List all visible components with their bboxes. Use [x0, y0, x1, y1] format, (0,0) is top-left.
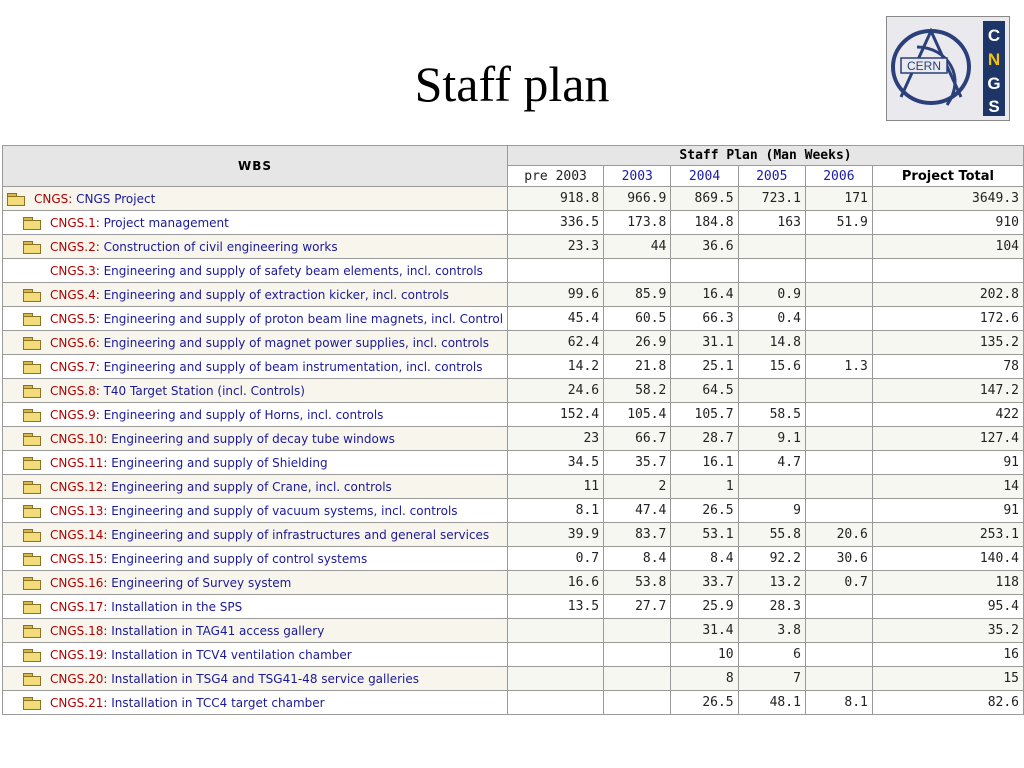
wbs-description: Engineering and supply of safety beam elements, incl. controls	[99, 263, 483, 278]
wbs-label[interactable]	[3, 259, 508, 283]
wbs-description: Installation in TCC4 target chamber	[107, 695, 325, 710]
table-cell: 44	[604, 235, 671, 259]
table-cell: 105.7	[671, 403, 738, 427]
table-cell: 92.2	[738, 547, 805, 571]
table-cell: 118	[872, 571, 1023, 595]
wbs-label[interactable]	[3, 451, 508, 475]
table-cell: 30.6	[805, 547, 872, 571]
wbs-description: T40 Target Station (incl. Controls)	[99, 383, 305, 398]
wbs-description: Engineering and supply of beam instrumentation, incl. controls	[99, 359, 483, 374]
table-cell: 7	[738, 667, 805, 691]
folder-icon[interactable]	[23, 409, 41, 421]
table-cell: 26.5	[671, 691, 738, 715]
table-row[interactable]	[3, 619, 1024, 643]
table-cell: 58.5	[738, 403, 805, 427]
table-cell: 95.4	[872, 595, 1023, 619]
folder-icon[interactable]	[23, 673, 41, 685]
staff-plan-header: Staff Plan (Man Weeks)	[508, 146, 1024, 166]
table-row[interactable]	[3, 259, 1024, 283]
table-cell: 31.1	[671, 331, 738, 355]
table-cell: 0.7	[508, 547, 604, 571]
table-cell: 6	[738, 643, 805, 667]
folder-icon[interactable]	[23, 577, 41, 589]
table-cell: 15	[872, 667, 1023, 691]
table-cell: 48.1	[738, 691, 805, 715]
table-row[interactable]	[3, 523, 1024, 547]
table-cell: 910	[872, 211, 1023, 235]
table-cell	[738, 259, 805, 283]
wbs-description: Engineering and supply of vacuum systems, incl. controls	[107, 503, 458, 518]
table-row[interactable]	[3, 379, 1024, 403]
table-cell: 10	[671, 643, 738, 667]
table-row[interactable]	[3, 187, 1024, 211]
table-cell	[805, 427, 872, 451]
table-cell: 53.1	[671, 523, 738, 547]
table-cell: 13.5	[508, 595, 604, 619]
folder-icon[interactable]	[23, 601, 41, 613]
wbs-label[interactable]	[3, 355, 508, 379]
table-cell: 8	[671, 667, 738, 691]
staff-plan-table	[2, 145, 1024, 715]
table-cell	[805, 451, 872, 475]
table-cell: 45.4	[508, 307, 604, 331]
folder-icon[interactable]	[23, 433, 41, 445]
table-cell	[805, 667, 872, 691]
wbs-description: Project management	[99, 215, 229, 230]
wbs-code: CNGS.16:	[50, 575, 108, 590]
wbs-description: Installation in TAG41 access gallery	[107, 623, 325, 638]
table-cell: 60.5	[604, 307, 671, 331]
table-cell: 20.6	[805, 523, 872, 547]
table-cell	[805, 379, 872, 403]
table-cell: 16.1	[671, 451, 738, 475]
table-cell: 966.9	[604, 187, 671, 211]
svg-text:C: C	[987, 26, 1001, 45]
wbs-description: Engineering of Survey system	[107, 575, 292, 590]
wbs-label[interactable]	[3, 283, 508, 307]
svg-text:CERN: CERN	[906, 59, 942, 73]
table-cell: 31.4	[671, 619, 738, 643]
folder-icon[interactable]	[23, 457, 41, 469]
table-cell	[508, 619, 604, 643]
table-cell: 16.6	[508, 571, 604, 595]
table-row[interactable]	[3, 547, 1024, 571]
table-cell: 184.8	[671, 211, 738, 235]
folder-icon[interactable]	[23, 241, 41, 253]
wbs-label[interactable]	[3, 547, 508, 571]
folder-icon[interactable]	[23, 649, 41, 661]
table-cell: 64.5	[671, 379, 738, 403]
wbs-description: Engineering and supply of extraction kicker, incl. controls	[99, 287, 449, 302]
wbs-code: CNGS.13:	[50, 503, 108, 518]
table-cell	[805, 643, 872, 667]
svg-text:N: N	[987, 50, 1001, 69]
wbs-description: Engineering and supply of control systems	[107, 551, 368, 566]
table-cell: 0.9	[738, 283, 805, 307]
table-cell: 47.4	[604, 499, 671, 523]
table-cell: 140.4	[872, 547, 1023, 571]
table-cell	[805, 307, 872, 331]
wbs-description: CNGS Project	[72, 191, 156, 206]
table-cell: 91	[872, 499, 1023, 523]
wbs-code: CNGS.17:	[50, 599, 108, 614]
table-cell	[508, 643, 604, 667]
table-cell: 23.3	[508, 235, 604, 259]
table-cell: 14.8	[738, 331, 805, 355]
table-cell: 8.4	[604, 547, 671, 571]
table-cell: 1.3	[805, 355, 872, 379]
table-cell	[805, 475, 872, 499]
table-cell	[738, 235, 805, 259]
wbs-label[interactable]	[3, 667, 508, 691]
table-cell: 39.9	[508, 523, 604, 547]
table-cell: 15.6	[738, 355, 805, 379]
wbs-label[interactable]	[3, 475, 508, 499]
folder-icon[interactable]	[23, 217, 41, 229]
wbs-label[interactable]	[3, 211, 508, 235]
table-cell: 51.9	[805, 211, 872, 235]
table-cell: 14	[872, 475, 1023, 499]
wbs-label[interactable]	[3, 379, 508, 403]
slide-title: Staff plan	[414, 56, 610, 112]
table-cell: 8.4	[671, 547, 738, 571]
table-cell	[604, 259, 671, 283]
table-cell: 1	[671, 475, 738, 499]
table-cell: 14.2	[508, 355, 604, 379]
svg-text:G: G	[987, 74, 1001, 93]
table-row[interactable]	[3, 307, 1024, 331]
table-cell: 422	[872, 403, 1023, 427]
wbs-label[interactable]	[3, 403, 508, 427]
table-cell: 147.2	[872, 379, 1023, 403]
wbs-description: Construction of civil engineering works	[99, 239, 338, 254]
wbs-description: Engineering and supply of infrastructures and general services	[107, 527, 490, 542]
wbs-label[interactable]	[3, 691, 508, 715]
table-cell: 35.7	[604, 451, 671, 475]
table-cell	[805, 283, 872, 307]
table-row[interactable]	[3, 211, 1024, 235]
table-cell: 28.7	[671, 427, 738, 451]
table-cell: 82.6	[872, 691, 1023, 715]
table-cell: 723.1	[738, 187, 805, 211]
table-row[interactable]	[3, 403, 1024, 427]
svg-text:S: S	[988, 97, 1000, 116]
folder-icon[interactable]	[23, 481, 41, 493]
wbs-code: CNGS.3:	[50, 263, 100, 278]
table-cell: 3649.3	[872, 187, 1023, 211]
table-cell: 66.3	[671, 307, 738, 331]
wbs-label[interactable]	[3, 499, 508, 523]
table-cell: 26.5	[671, 499, 738, 523]
column-header-2003[interactable]: 2003	[604, 166, 671, 187]
table-cell: 35.2	[872, 619, 1023, 643]
table-row[interactable]	[3, 499, 1024, 523]
folder-icon[interactable]	[23, 529, 41, 541]
wbs-code: CNGS.15:	[50, 551, 108, 566]
wbs-description: Engineering and supply of Crane, incl. controls	[107, 479, 392, 494]
wbs-label[interactable]	[3, 427, 508, 451]
folder-icon[interactable]	[23, 553, 41, 565]
table-cell: 24.6	[508, 379, 604, 403]
column-header-2005[interactable]: 2005	[738, 166, 805, 187]
table-cell	[872, 259, 1023, 283]
table-cell: 8.1	[805, 691, 872, 715]
table-cell: 85.9	[604, 283, 671, 307]
table-cell: 66.7	[604, 427, 671, 451]
folder-icon[interactable]	[23, 313, 41, 325]
wbs-description: Engineering and supply of magnet power supplies, incl. controls	[99, 335, 489, 350]
table-row[interactable]	[3, 283, 1024, 307]
table-cell: 83.7	[604, 523, 671, 547]
table-cell: 2	[604, 475, 671, 499]
folder-icon[interactable]	[23, 625, 41, 637]
wbs-label[interactable]	[3, 235, 508, 259]
table-cell: 173.8	[604, 211, 671, 235]
table-cell: 36.6	[671, 235, 738, 259]
table-cell	[805, 499, 872, 523]
wbs-description: Installation in TSG4 and TSG41-48 service galleries	[107, 671, 419, 686]
table-cell: 336.5	[508, 211, 604, 235]
table-cell: 62.4	[508, 331, 604, 355]
table-row[interactable]	[3, 427, 1024, 451]
wbs-description: Installation in the SPS	[107, 599, 243, 614]
table-cell	[805, 619, 872, 643]
table-cell: 163	[738, 211, 805, 235]
table-cell	[738, 475, 805, 499]
table-cell: 99.6	[508, 283, 604, 307]
table-cell: 9	[738, 499, 805, 523]
table-cell: 127.4	[872, 427, 1023, 451]
wbs-label[interactable]	[3, 523, 508, 547]
table-cell: 78	[872, 355, 1023, 379]
wbs-code: CNGS:	[34, 191, 73, 206]
table-cell: 171	[805, 187, 872, 211]
table-cell: 9.1	[738, 427, 805, 451]
table-cell: 253.1	[872, 523, 1023, 547]
table-cell: 135.2	[872, 331, 1023, 355]
wbs-code: CNGS.18:	[50, 623, 108, 638]
table-cell: 0.7	[805, 571, 872, 595]
table-cell	[508, 259, 604, 283]
table-cell: 11	[508, 475, 604, 499]
wbs-header: WBS	[3, 146, 508, 187]
folder-icon[interactable]	[23, 361, 41, 373]
wbs-code: CNGS.5:	[50, 311, 100, 326]
open-folder-icon[interactable]	[7, 193, 25, 205]
column-header-pre2003[interactable]: pre 2003	[508, 166, 604, 187]
folder-icon[interactable]	[23, 385, 41, 397]
table-cell	[604, 619, 671, 643]
table-cell: 33.7	[671, 571, 738, 595]
folder-icon[interactable]	[23, 505, 41, 517]
table-cell	[805, 595, 872, 619]
wbs-label[interactable]	[3, 595, 508, 619]
wbs-description: Engineering and supply of decay tube windows	[107, 431, 395, 446]
table-cell: 53.8	[604, 571, 671, 595]
table-cell: 27.7	[604, 595, 671, 619]
wbs-description: Engineering and supply of Horns, incl. controls	[99, 407, 384, 422]
wbs-description: Engineering and supply of Shielding	[107, 455, 328, 470]
table-cell: 34.5	[508, 451, 604, 475]
wbs-code: CNGS.9:	[50, 407, 100, 422]
wbs-code: CNGS.21:	[50, 695, 108, 710]
wbs-description: Installation in TCV4 ventilation chamber	[107, 647, 352, 662]
table-row[interactable]	[3, 667, 1024, 691]
table-cell	[604, 667, 671, 691]
column-header-2006[interactable]: 2006	[805, 166, 872, 187]
wbs-label[interactable]	[3, 331, 508, 355]
table-cell	[805, 235, 872, 259]
table-cell: 869.5	[671, 187, 738, 211]
table-cell	[671, 259, 738, 283]
table-cell	[805, 331, 872, 355]
table-cell: 21.8	[604, 355, 671, 379]
folder-icon[interactable]	[23, 337, 41, 349]
wbs-label[interactable]	[3, 571, 508, 595]
table-cell	[604, 643, 671, 667]
table-row[interactable]	[3, 331, 1024, 355]
table-cell: 8.1	[508, 499, 604, 523]
table-cell: 918.8	[508, 187, 604, 211]
table-row[interactable]	[3, 595, 1024, 619]
folder-icon[interactable]	[23, 697, 41, 709]
table-cell: 55.8	[738, 523, 805, 547]
table-cell: 16	[872, 643, 1023, 667]
wbs-code: CNGS.7:	[50, 359, 100, 374]
table-cell	[805, 403, 872, 427]
table-cell: 0.4	[738, 307, 805, 331]
table-cell	[508, 691, 604, 715]
wbs-code: CNGS.14:	[50, 527, 108, 542]
wbs-code: CNGS.11:	[50, 455, 108, 470]
table-cell: 105.4	[604, 403, 671, 427]
table-row[interactable]	[3, 475, 1024, 499]
table-cell: 172.6	[872, 307, 1023, 331]
wbs-code: CNGS.4:	[50, 287, 100, 302]
wbs-code: CNGS.19:	[50, 647, 108, 662]
table-cell: 4.7	[738, 451, 805, 475]
table-row[interactable]	[3, 355, 1024, 379]
wbs-code: CNGS.6:	[50, 335, 100, 350]
wbs-label[interactable]	[3, 643, 508, 667]
table-cell: 23	[508, 427, 604, 451]
table-row[interactable]	[3, 571, 1024, 595]
table-cell	[738, 379, 805, 403]
wbs-code: CNGS.2:	[50, 239, 100, 254]
table-cell: 25.1	[671, 355, 738, 379]
table-cell: 26.9	[604, 331, 671, 355]
table-row[interactable]	[3, 451, 1024, 475]
wbs-label[interactable]	[3, 307, 508, 331]
table-cell: 13.2	[738, 571, 805, 595]
table-cell: 202.8	[872, 283, 1023, 307]
wbs-code: CNGS.10:	[50, 431, 108, 446]
table-cell	[604, 691, 671, 715]
table-cell: 152.4	[508, 403, 604, 427]
wbs-code: CNGS.8:	[50, 383, 100, 398]
table-cell: 25.9	[671, 595, 738, 619]
table-cell: 3.8	[738, 619, 805, 643]
table-cell	[508, 667, 604, 691]
table-cell: 91	[872, 451, 1023, 475]
cern-cngs-logo	[886, 16, 1010, 121]
wbs-label[interactable]	[3, 619, 508, 643]
table-cell: 104	[872, 235, 1023, 259]
wbs-code: CNGS.1:	[50, 215, 100, 230]
table-cell: 58.2	[604, 379, 671, 403]
table-row[interactable]	[3, 643, 1024, 667]
table-cell: 28.3	[738, 595, 805, 619]
folder-icon[interactable]	[23, 289, 41, 301]
table-cell: 16.4	[671, 283, 738, 307]
table-row[interactable]	[3, 691, 1024, 715]
column-header-project-total: Project Total	[872, 166, 1023, 187]
column-header-2004[interactable]: 2004	[671, 166, 738, 187]
wbs-code: CNGS.12:	[50, 479, 108, 494]
wbs-code: CNGS.20:	[50, 671, 108, 686]
wbs-label[interactable]	[3, 187, 508, 211]
wbs-description: Engineering and supply of proton beam line magnets, incl. Control	[99, 311, 504, 326]
table-row[interactable]	[3, 235, 1024, 259]
table-cell	[805, 259, 872, 283]
